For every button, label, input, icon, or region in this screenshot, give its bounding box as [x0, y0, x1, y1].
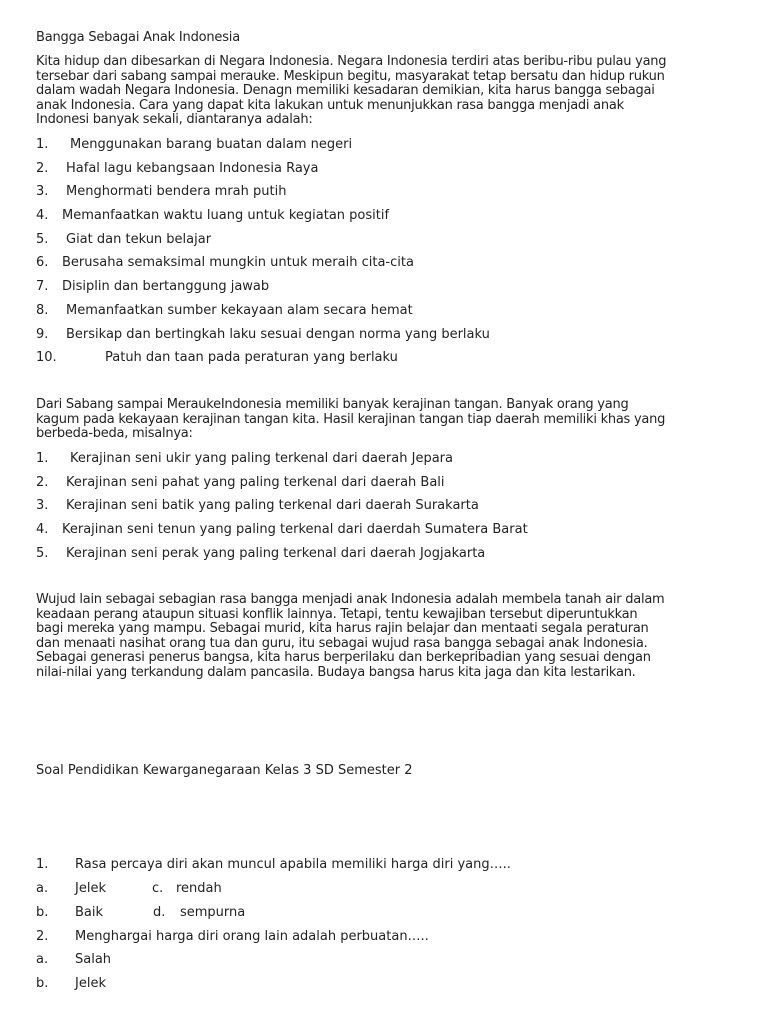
list-number: 4.: [36, 208, 49, 223]
list-number: 2.: [36, 161, 49, 176]
paragraph-line: tersebar dari sabang sampai merauke. Meskipun begitu, masyarakat tetap bersatu dan hidup rukun: [36, 68, 665, 84]
paragraph-line: berbeda-beda, misalnya:: [36, 426, 193, 442]
list-number: 4.: [36, 522, 49, 537]
list-number: 1.: [36, 137, 49, 152]
list-text: Kerajinan seni ukir yang paling terkenal dari daerah Jepara: [70, 451, 453, 466]
list-text: Hafal lagu kebangsaan Indonesia Raya: [66, 161, 319, 176]
question-number: 1.: [36, 857, 49, 872]
list-number: 8.: [36, 303, 49, 318]
list-number: 10.: [36, 350, 57, 365]
list-text: Menghormati bendera mrah putih: [66, 184, 287, 199]
paragraph-line: Sebagai generasi penerus bangsa, kita harus berperilaku dan berkepribadian yang sesuai dengan: [36, 650, 651, 666]
list-number: 5.: [36, 546, 49, 561]
option-label: a.: [36, 881, 49, 896]
list-text: Menggunakan barang buatan dalam negeri: [70, 137, 353, 152]
option-label: b.: [36, 976, 49, 991]
list-text: Bersikap dan bertingkah laku sesuai dengan norma yang berlaku: [66, 327, 490, 342]
paragraph-line: bagi mereka yang mampu. Sebagai murid, kita harus rajin belajar dan mentaati segala peraturan: [36, 621, 649, 637]
paragraph-line: Kita hidup dan dibesarkan di Negara Indonesia. Negara Indonesia terdiri atas beribu-ribu pulau yang: [36, 54, 667, 69]
paragraph-line: nilai-nilai yang terkandung dalam pancasila. Budaya bangsa harus kita jaga dan kita lestarikan.: [36, 664, 636, 680]
paragraph-line: dalam wadah Negara Indonesia. Denagn memiliki kesadaran demikian, kita harus bangga sebagai: [36, 83, 655, 99]
option-text: sempurna: [180, 905, 246, 920]
paragraph-line: dan menaati nasihat orang tua dan guru, itu sebagai wujud rasa bangga sebagai anak Indonesia.: [36, 635, 648, 651]
list-text: Giat dan tekun belajar: [66, 232, 212, 247]
paragraph-line: kagum pada kekayaan kerajinan tangan kita. Hasil kerajinan tangan tiap daerah memiliki khas yang: [36, 411, 666, 427]
option-text: Jelek: [75, 976, 106, 991]
list-text: Disiplin dan bertanggung jawab: [62, 279, 270, 294]
list-text: Patuh dan taan pada peraturan yang berlaku: [105, 350, 398, 365]
list-number: 6.: [36, 255, 49, 270]
intro-paragraph: [36, 55, 736, 128]
list-text: Kerajinan seni tenun yang paling terkenal dari daerdah Sumatera Barat: [62, 522, 528, 537]
paragraph-line: anak Indonesia. Cara yang dapat kita lakukan untuk menunjukkan rasa bangga menjadi anak: [36, 97, 624, 113]
question-text: Rasa percaya diri akan muncul apabila memiliki harga diri yang…..: [75, 857, 511, 872]
list-number: 3.: [36, 184, 49, 199]
paragraph-line: Indonesi banyak sekali, diantaranya adalah:: [36, 112, 313, 128]
list-number: 7.: [36, 279, 49, 294]
list-text: Memanfaatkan waktu luang untuk kegiatan positif: [62, 208, 390, 223]
closing-paragraph: [36, 593, 736, 681]
list-number: 2.: [36, 475, 49, 490]
question-number: 2.: [36, 929, 49, 944]
paragraph-line: Dari Sabang sampai MeraukeIndonesia memiliki banyak kerajinan tangan. Banyak orang yang: [36, 397, 629, 412]
option-label: c.: [152, 881, 164, 896]
option-text: rendah: [176, 881, 222, 896]
option-text: Baik: [75, 905, 104, 920]
option-label: d.: [153, 905, 166, 920]
list-number: 3.: [36, 498, 49, 513]
list-text: Kerajinan seni pahat yang paling terkenal dari daerah Bali: [66, 475, 445, 490]
option-text: Salah: [75, 952, 112, 967]
list-text: Berusaha semaksimal mungkin untuk meraih cita-cita: [62, 255, 414, 270]
list-number: 5.: [36, 232, 49, 247]
question-text: Menghargai harga diri orang lain adalah perbuatan…..: [75, 929, 429, 944]
paragraph-line: Wujud lain sebagai sebagian rasa bangga menjadi anak Indonesia adalah membela tanah air dalam: [36, 592, 665, 607]
list-text: Kerajinan seni batik yang paling terkenal dari daerah Surakarta: [66, 498, 479, 513]
paragraph-line: keadaan perang ataupun situasi konflik lainnya. Tetapi, tentu kewajiban tersebut diperuntukkan: [36, 606, 638, 622]
option-text: Jelek: [75, 881, 106, 896]
list-number: 9.: [36, 327, 49, 342]
list-number: 1.: [36, 451, 49, 466]
option-label: a.: [36, 952, 49, 967]
list-text: Kerajinan seni perak yang paling terkenal dari daerah Jogjakarta: [66, 546, 486, 561]
craft-intro-paragraph: [36, 398, 736, 442]
quiz-title: Soal Pendidikan Kewarganegaraan Kelas 3 SD Semester 2: [36, 763, 413, 778]
document-title: Bangga Sebagai Anak Indonesia: [36, 30, 240, 45]
list-text: Memanfaatkan sumber kekayaan alam secara hemat: [66, 303, 413, 318]
option-label: b.: [36, 905, 49, 920]
